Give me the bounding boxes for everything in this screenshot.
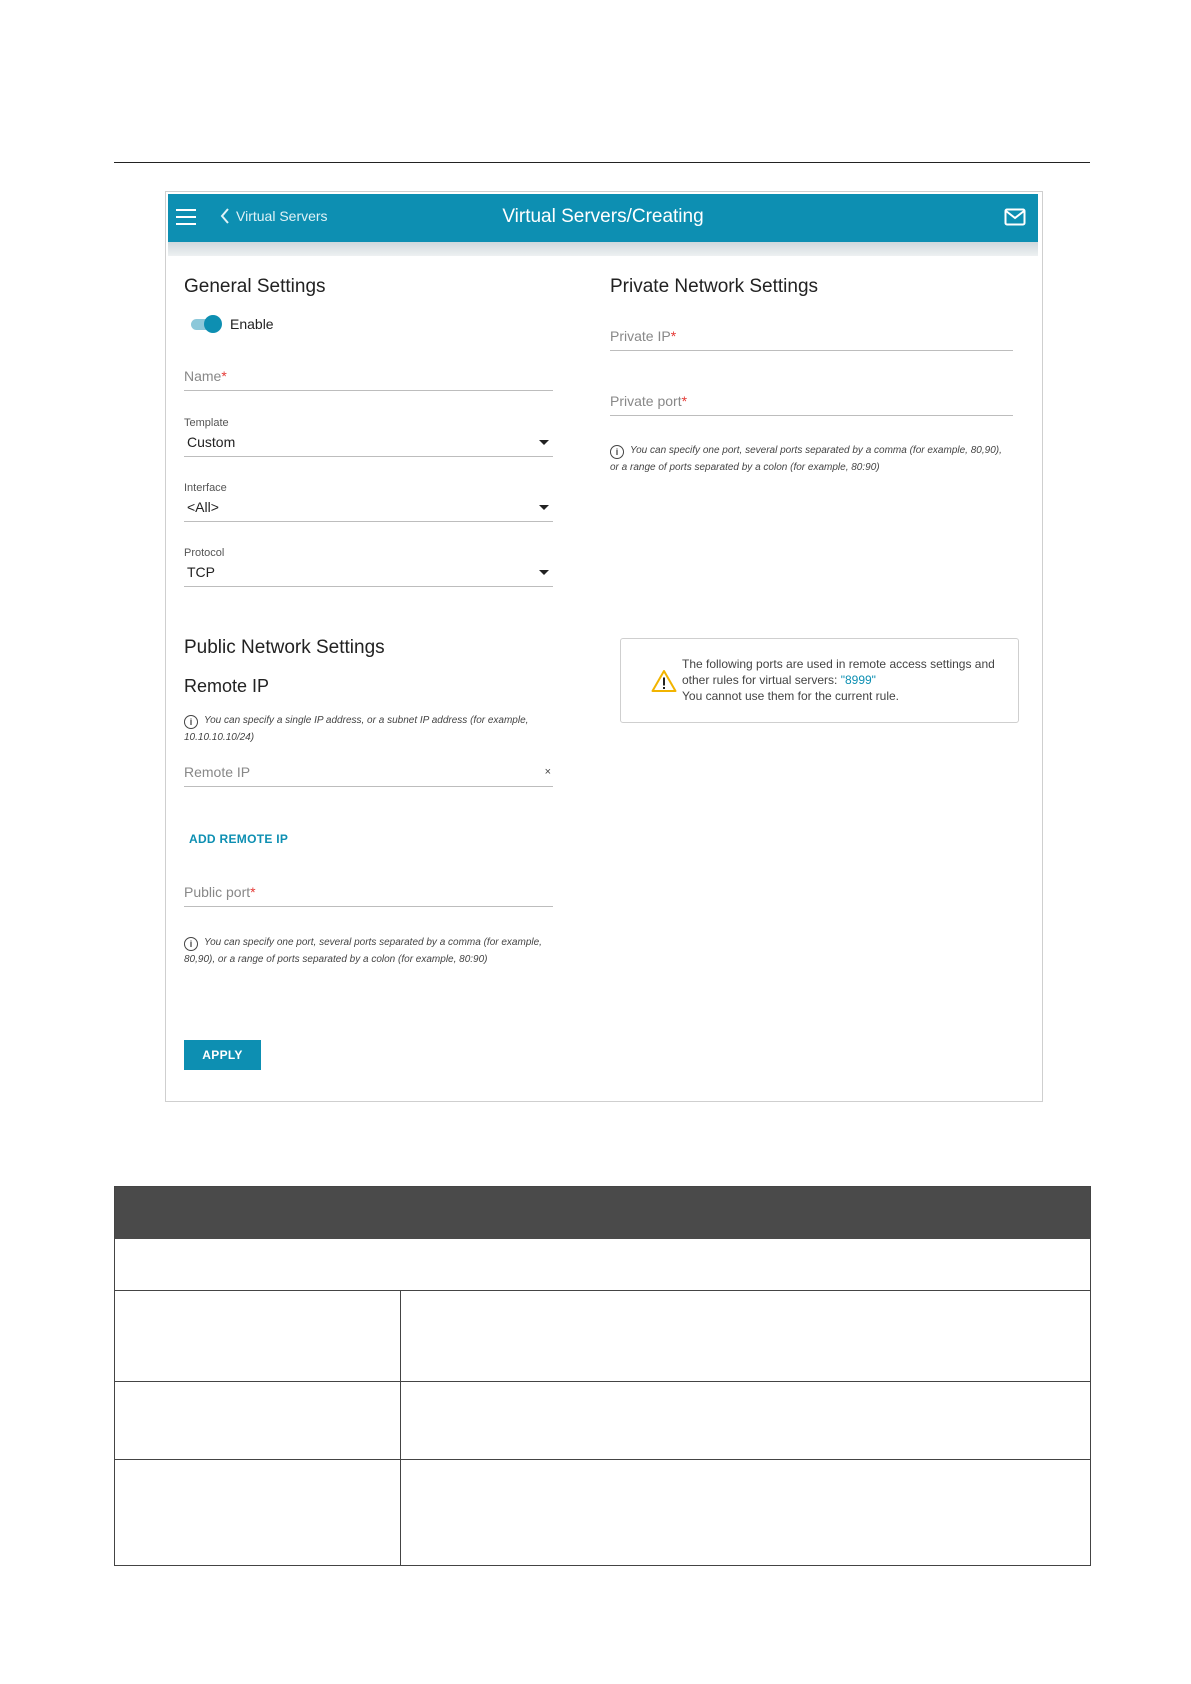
mail-icon[interactable] bbox=[1004, 208, 1026, 226]
interface-label: Interface bbox=[184, 482, 227, 494]
dropdown-caret-icon bbox=[539, 440, 549, 445]
private-ip-placeholder: Private IP bbox=[610, 328, 671, 344]
table-column-divider bbox=[400, 1291, 401, 1565]
page-title: Virtual Servers/Creating bbox=[502, 206, 704, 227]
parameters-table bbox=[114, 1186, 1091, 1566]
remote-ip-title: Remote IP bbox=[184, 676, 270, 696]
private-port-hint-text: You can specify one port, several ports separated by a comma (for example, 80,90), or a range of ports separated by a colon (for example, 80:90) bbox=[610, 445, 1002, 473]
private-ip-field[interactable] bbox=[610, 316, 1013, 351]
warning-port: "8999" bbox=[840, 673, 876, 687]
public-port-placeholder: Public port bbox=[184, 884, 251, 900]
add-remote-ip-button[interactable]: ADD REMOTE IP bbox=[189, 832, 289, 846]
dropdown-caret-icon bbox=[539, 505, 549, 510]
table-header bbox=[115, 1187, 1090, 1239]
template-select[interactable] bbox=[184, 428, 553, 457]
private-network-title: Private Network Settings bbox=[610, 276, 819, 297]
required-mark: * bbox=[670, 328, 677, 344]
name-field[interactable] bbox=[184, 356, 553, 391]
apply-button[interactable]: APPLY bbox=[184, 1040, 261, 1070]
warning-triangle-icon bbox=[651, 669, 677, 693]
clear-icon[interactable]: × bbox=[544, 766, 551, 778]
info-icon: i bbox=[610, 445, 624, 459]
name-placeholder: Name bbox=[184, 368, 222, 384]
private-port-hint bbox=[610, 442, 1010, 476]
general-settings-title: General Settings bbox=[184, 276, 326, 297]
enable-label: Enable bbox=[230, 316, 274, 332]
top-bar-shadow bbox=[168, 242, 1038, 256]
private-port-placeholder: Private port bbox=[610, 393, 682, 409]
warning-line-1: The following ports are used in remote access settings and other rules for virtual servers: bbox=[682, 657, 995, 687]
table-section-row bbox=[115, 1239, 1090, 1291]
public-port-field[interactable] bbox=[184, 872, 553, 907]
info-icon: i bbox=[184, 937, 198, 951]
required-mark: * bbox=[681, 393, 688, 409]
public-port-hint bbox=[184, 934, 564, 968]
top-app-bar bbox=[168, 194, 1038, 242]
private-port-field[interactable] bbox=[610, 381, 1013, 416]
page-top-rule bbox=[114, 162, 1090, 163]
template-value: Custom bbox=[187, 434, 236, 450]
interface-select[interactable] bbox=[184, 493, 553, 522]
enable-toggle[interactable] bbox=[189, 315, 223, 333]
remote-ip-hint-text: You can specify a single IP address, or a subnet IP address (for example, 10.10.10.10/24) bbox=[184, 715, 529, 743]
table-row-divider bbox=[115, 1459, 1090, 1460]
warning-text bbox=[682, 656, 1012, 704]
screenshot-frame bbox=[165, 191, 1043, 1102]
warning-line-2: You cannot use them for the current rule. bbox=[682, 689, 900, 703]
info-icon: i bbox=[184, 715, 198, 729]
template-label: Template bbox=[184, 417, 229, 429]
protocol-select[interactable] bbox=[184, 558, 553, 587]
protocol-value: TCP bbox=[187, 564, 215, 580]
required-mark: * bbox=[250, 884, 256, 900]
dropdown-caret-icon bbox=[539, 570, 549, 575]
remote-ip-hint bbox=[184, 712, 554, 746]
interface-value: <All> bbox=[187, 499, 219, 515]
required-mark: * bbox=[221, 368, 227, 384]
remote-ip-field[interactable] bbox=[184, 752, 553, 787]
public-port-hint-text: You can specify one port, several ports separated by a comma (for example, 80,90), or a range of ports separated by a colon (for example, 80:90) bbox=[184, 937, 542, 965]
port-warning-box bbox=[620, 638, 1019, 723]
table-row-divider bbox=[115, 1381, 1090, 1382]
remote-ip-placeholder: Remote IP bbox=[184, 764, 251, 780]
public-network-title: Public Network Settings bbox=[184, 637, 385, 658]
protocol-label: Protocol bbox=[184, 547, 225, 559]
back-link-label: Virtual Servers bbox=[236, 208, 328, 224]
